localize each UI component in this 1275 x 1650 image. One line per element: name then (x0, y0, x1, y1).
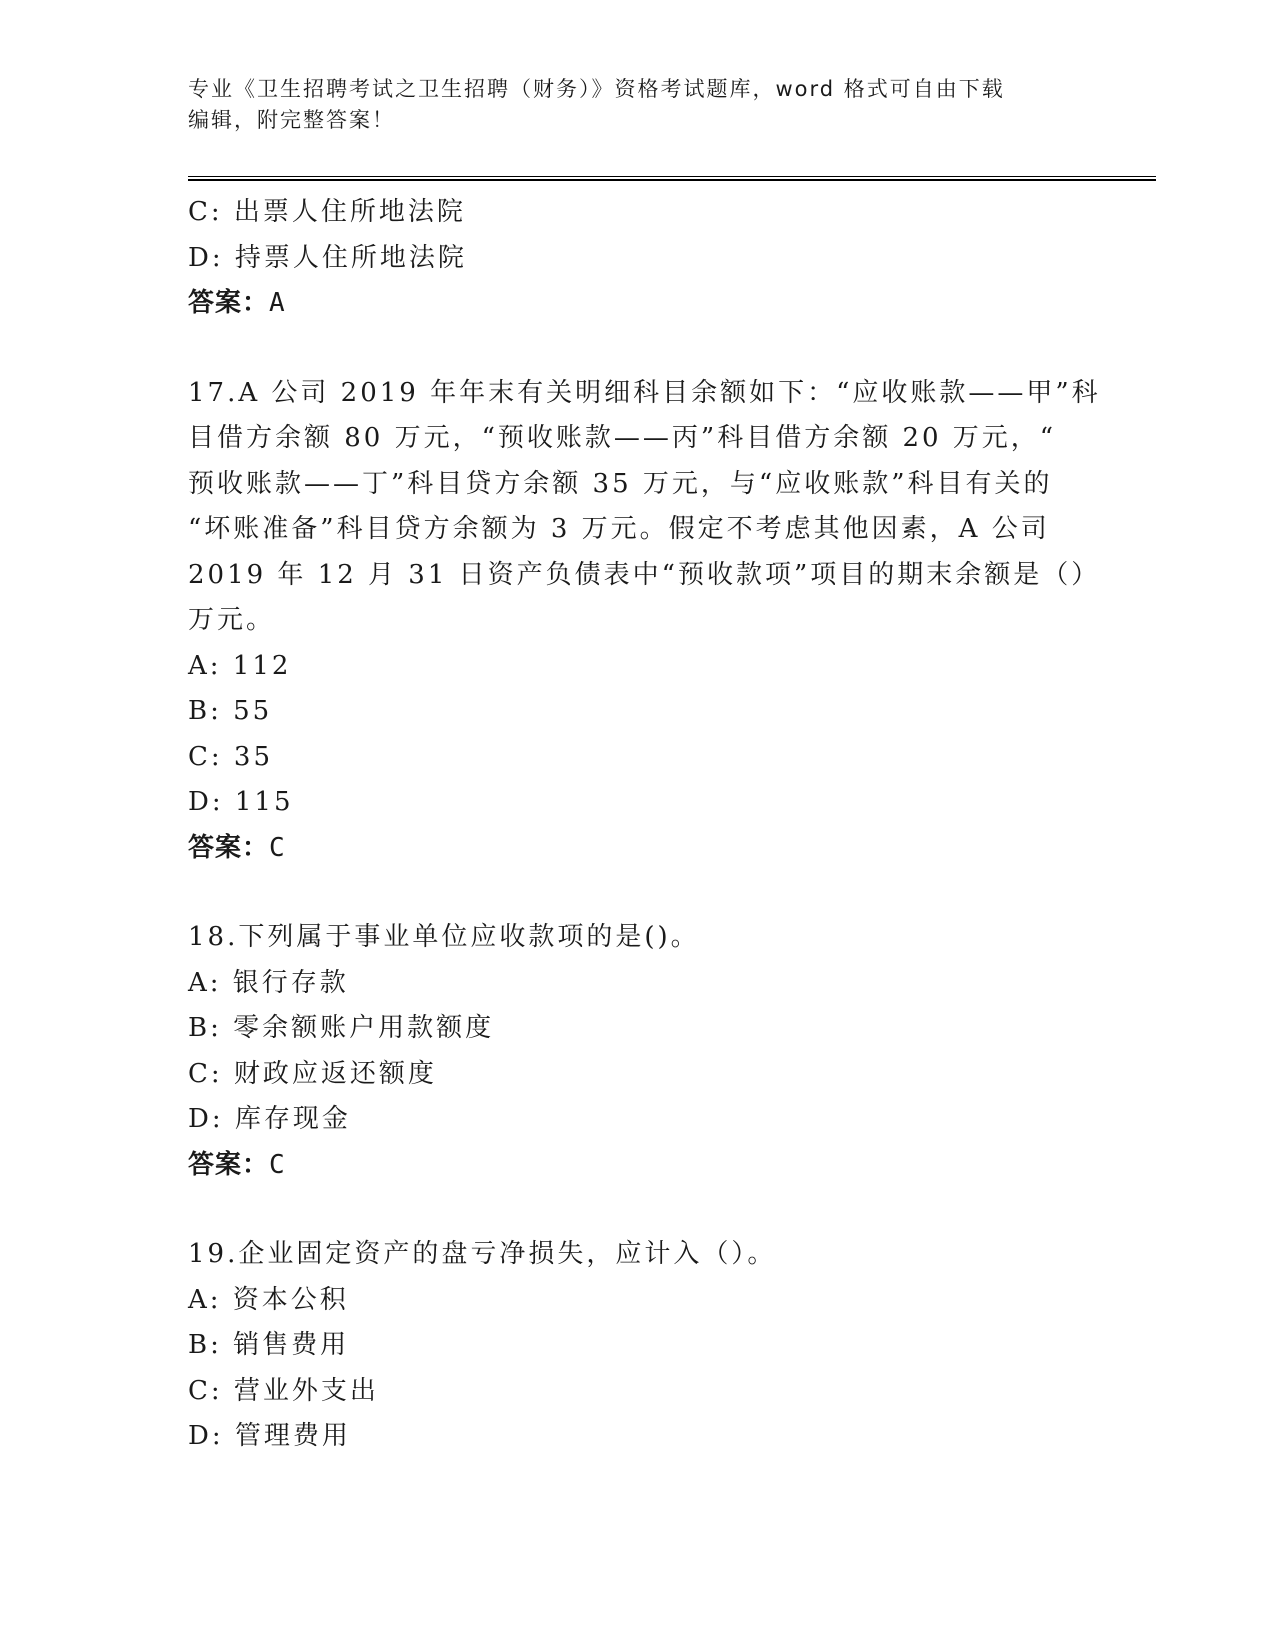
question-content (188, 190, 1101, 1460)
option-b: B: 55 (188, 696, 273, 726)
option-a: A: 资本公积 (188, 1284, 349, 1315)
answer-value: C (269, 832, 286, 863)
spacer (188, 327, 1088, 371)
option-c: C: 出票人住所地法院 (188, 197, 466, 227)
option-b: B: 销售费用 (188, 1330, 350, 1360)
option-c: C: 35 (188, 741, 274, 772)
stem-line: 2019 年 12 月 31 日资产负债表中“预收款项”项目的期末余额是（） (188, 559, 1101, 590)
option-a: A: 银行存款 (188, 967, 349, 998)
stem-line: 目借方余额 80 万元，“预收账款——丙”科目借方余额 20 万元，“ (188, 423, 1057, 453)
spacer (188, 871, 1088, 915)
header-line-2: 编辑，附完整答案！ (188, 108, 395, 132)
option-d: D: 库存现金 (188, 1104, 351, 1134)
stem-line: “坏账准备”科目贷方余额为 3 万元。假定不考虑其他因素，A 公司 (188, 514, 1050, 544)
question-17 (188, 371, 1101, 872)
question-stem (188, 371, 1101, 644)
header-line-1: 专业《卫生招聘考试之卫生招聘（财务）》资格考试题库，word 格式可自由下载 (188, 77, 1005, 101)
question-19 (188, 1232, 1088, 1460)
answer-value: A (269, 288, 286, 318)
answer-label: 答案： (188, 832, 270, 863)
stem-line: 17.A 公司 2019 年年末有关明细科目余额如下：“应收账款——甲”科 (188, 377, 1101, 408)
answer-value: C (269, 1149, 286, 1180)
question-stem: 18.下列属于事业单位应收款项的是()。 (188, 922, 700, 952)
answer-label: 答案： (188, 1149, 270, 1180)
header-divider (188, 176, 1156, 181)
stem-line: 万元。 (188, 605, 276, 635)
answer-line (188, 826, 1088, 872)
option-c: C: 财政应返还额度 (188, 1058, 437, 1089)
answer-line (188, 1143, 1088, 1189)
option-d: D: 115 (188, 787, 294, 817)
question-16-tail (188, 190, 1088, 327)
question-18 (188, 915, 1088, 1188)
option-d: D: 持票人住所地法院 (188, 242, 467, 273)
question-stem: 19.企业固定资产的盘亏净损失，应计入（）。 (188, 1239, 777, 1269)
option-d: D: 管理费用 (188, 1421, 351, 1451)
option-b: B: 零余额账户用款额度 (188, 1013, 495, 1043)
stem-line: 预收账款——丁”科目贷方余额 35 万元，与“应收账款”科目有关的 (188, 468, 1053, 499)
option-a: A: 112 (188, 650, 292, 681)
answer-line (188, 281, 1088, 327)
answer-label: 答案： (188, 288, 270, 318)
page-header (188, 74, 1068, 136)
spacer (188, 1188, 1088, 1232)
option-c: C: 营业外支出 (188, 1375, 379, 1406)
